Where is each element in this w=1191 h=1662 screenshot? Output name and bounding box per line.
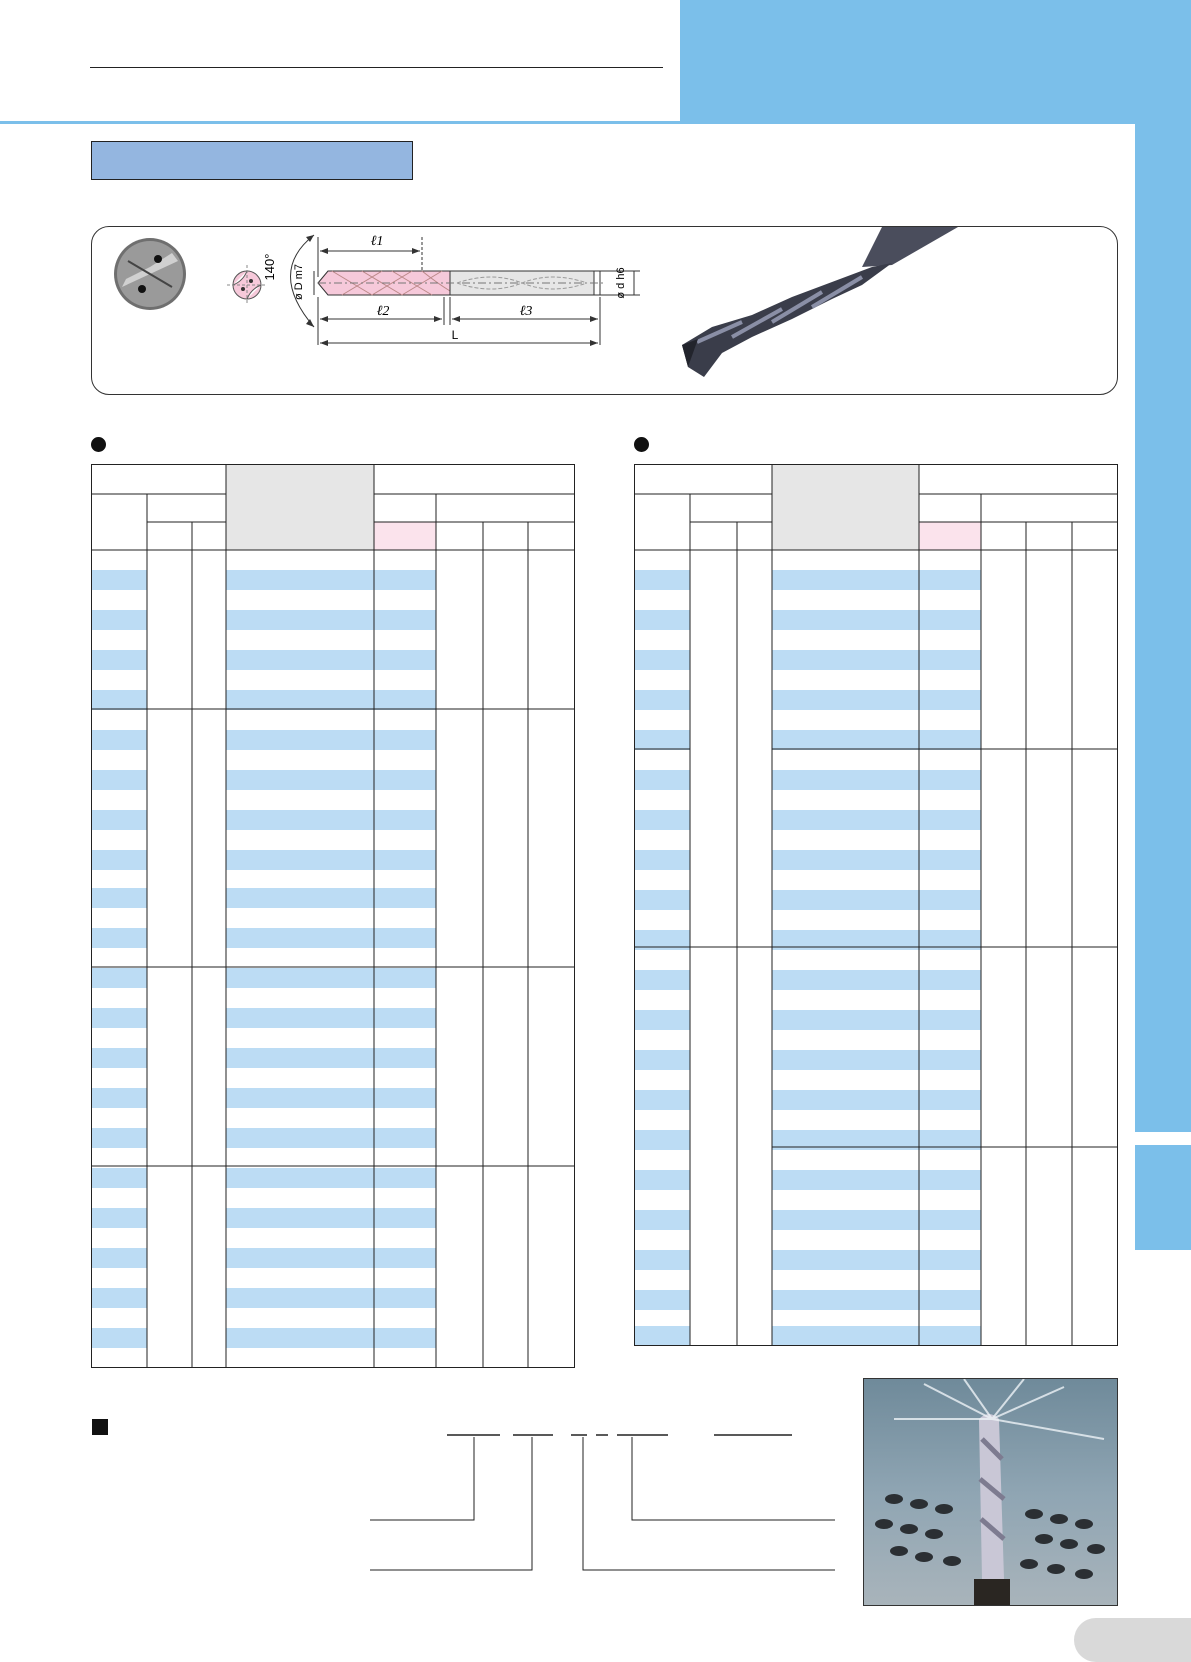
page-number-tab — [1074, 1618, 1191, 1662]
left-table-bullet — [91, 437, 106, 452]
coolant-drilling-photo — [863, 1378, 1118, 1606]
ordering-code-bullet — [92, 1419, 108, 1435]
diameter-label: ø D m7 — [293, 263, 305, 301]
drill-dimension-drawing — [92, 227, 1119, 396]
right-spec-table — [634, 464, 1118, 1346]
l2-label: ℓ2 — [376, 304, 390, 319]
shank-diameter-label: ø d h6 — [615, 267, 627, 299]
section-title-box — [91, 141, 413, 180]
header-accent-block — [680, 0, 1191, 124]
flute-cross-section-icon — [227, 265, 267, 305]
l1-label: ℓ1 — [370, 234, 384, 249]
header-divider — [0, 121, 1135, 124]
ordering-code-diagram — [370, 1425, 840, 1580]
drill-diagram-panel — [91, 226, 1118, 395]
length-label: L — [451, 328, 459, 342]
header-area — [0, 0, 680, 120]
angle-label: 140° — [262, 253, 277, 281]
l3-label: ℓ3 — [519, 304, 533, 319]
drill-tip-photo — [114, 238, 186, 310]
title-rule — [90, 67, 663, 68]
side-tab-secondary — [1135, 1145, 1191, 1250]
right-table-bullet — [634, 437, 649, 452]
left-spec-table — [91, 464, 575, 1368]
drill-photo — [682, 227, 958, 377]
side-tab-main — [1135, 124, 1191, 1132]
